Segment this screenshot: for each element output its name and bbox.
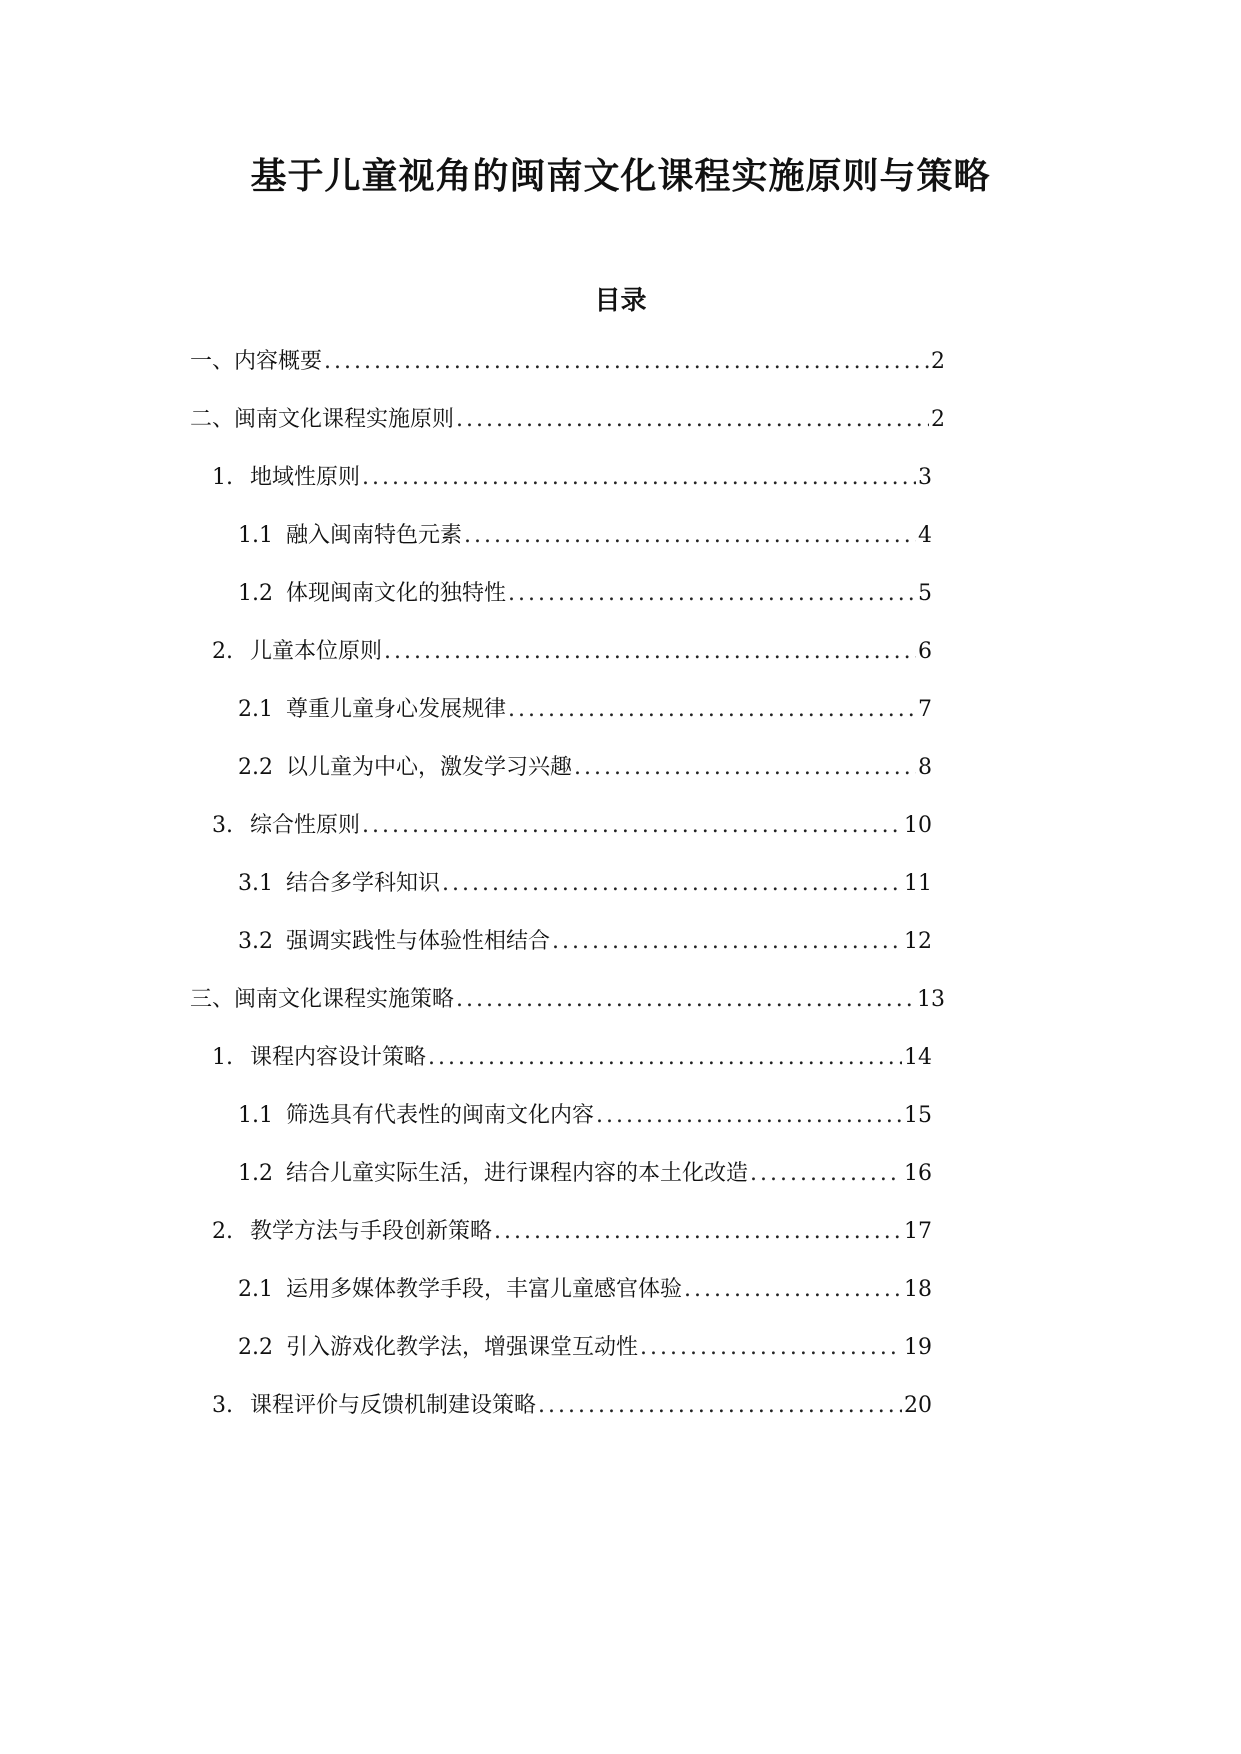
toc-entry-number: 2.2 bbox=[238, 1335, 273, 1360]
toc-entry-page-number: 17 bbox=[904, 1219, 932, 1244]
toc-entry[interactable] bbox=[238, 1331, 932, 1365]
toc-entry-page-number: 4 bbox=[918, 523, 932, 548]
toc-entry-number: 2.1 bbox=[238, 697, 273, 722]
toc-entry-number: 2. bbox=[212, 1219, 233, 1244]
toc-entry-label: 尊重儿童身心发展规律 bbox=[286, 697, 507, 722]
toc-entry[interactable] bbox=[212, 461, 932, 495]
toc-entry-page-number: 16 bbox=[904, 1161, 932, 1186]
toc-entry-number: 1. bbox=[212, 465, 233, 490]
toc-dot-leader bbox=[640, 1331, 902, 1365]
toc-entry-page-number: 15 bbox=[904, 1103, 932, 1128]
toc-entry-label: 课程内容设计策略 bbox=[250, 1045, 427, 1070]
toc-entry-number: 3.1 bbox=[238, 871, 273, 896]
toc-entry[interactable] bbox=[212, 1215, 932, 1249]
toc-entry-page-number: 6 bbox=[918, 639, 932, 664]
toc-entry-label: 融入闽南特色元素 bbox=[286, 523, 463, 548]
toc-entry-page-number: 2 bbox=[931, 349, 945, 374]
toc-dot-leader bbox=[684, 1273, 902, 1307]
toc-entry-label: 以儿童为中心，激发学习兴趣 bbox=[286, 755, 573, 780]
toc-entry-page-number: 5 bbox=[918, 581, 932, 606]
toc-dot-leader bbox=[508, 577, 916, 611]
toc-dot-leader bbox=[508, 693, 916, 727]
toc-dot-leader bbox=[384, 635, 916, 669]
toc-dot-leader bbox=[362, 809, 902, 843]
toc-entry-number: 3. bbox=[212, 1393, 233, 1418]
toc-entry-label: 结合儿童实际生活，进行课程内容的本土化改造 bbox=[286, 1161, 749, 1186]
toc-entry-number: 2. bbox=[212, 639, 233, 664]
toc-dot-leader bbox=[442, 867, 902, 901]
toc-dot-leader bbox=[456, 403, 929, 437]
toc-dot-leader bbox=[324, 345, 929, 379]
toc-heading: 目录 bbox=[594, 286, 647, 316]
toc-dot-leader bbox=[750, 1157, 902, 1191]
toc-entry[interactable] bbox=[238, 867, 932, 901]
toc-entry-label: 结合多学科知识 bbox=[286, 871, 441, 896]
toc-dot-leader bbox=[362, 461, 916, 495]
toc-entry[interactable] bbox=[212, 1389, 932, 1423]
toc-dot-leader bbox=[552, 925, 902, 959]
toc-entry-page-number: 8 bbox=[918, 755, 932, 780]
toc-entry-label: 体现闽南文化的独特性 bbox=[286, 581, 507, 606]
toc-entry-page-number: 3 bbox=[918, 465, 932, 490]
toc-dot-leader bbox=[456, 983, 915, 1017]
toc-entry-page-number: 10 bbox=[904, 813, 932, 838]
toc-entry-label: 课程评价与反馈机制建设策略 bbox=[250, 1393, 537, 1418]
toc-entry-number: 1. bbox=[212, 1045, 233, 1070]
toc-entry-page-number: 20 bbox=[904, 1393, 932, 1418]
toc-entry-page-number: 11 bbox=[904, 871, 932, 896]
toc-entry[interactable] bbox=[190, 345, 945, 379]
toc-entry-label: 综合性原则 bbox=[250, 813, 361, 838]
toc-entry[interactable] bbox=[238, 1157, 932, 1191]
toc-entry[interactable] bbox=[238, 1099, 932, 1133]
toc-dot-leader bbox=[538, 1389, 902, 1423]
toc-entry[interactable] bbox=[212, 635, 932, 669]
toc-entry-label: 运用多媒体教学手段，丰富儿童感官体验 bbox=[286, 1277, 683, 1302]
toc-entry-page-number: 2 bbox=[931, 407, 945, 432]
toc-entry[interactable] bbox=[212, 1041, 932, 1075]
toc-entry-number: 2.2 bbox=[238, 755, 273, 780]
toc-entry-number: 1.1 bbox=[238, 1103, 273, 1128]
toc-entry[interactable] bbox=[238, 519, 932, 553]
toc-entry-page-number: 12 bbox=[904, 929, 932, 954]
toc-dot-leader bbox=[494, 1215, 902, 1249]
toc-entry-label: 二、闽南文化课程实施原则 bbox=[190, 407, 455, 432]
toc-entry-label: 筛选具有代表性的闽南文化内容 bbox=[286, 1103, 595, 1128]
toc-entry[interactable] bbox=[238, 693, 932, 727]
toc-entry-number: 3.2 bbox=[238, 929, 273, 954]
toc-entry[interactable] bbox=[238, 751, 932, 785]
toc-entry-number: 1.2 bbox=[238, 581, 273, 606]
document-title: 基于儿童视角的闽南文化课程实施原则与策略 bbox=[250, 156, 991, 197]
toc-entry[interactable] bbox=[238, 577, 932, 611]
toc-entry-page-number: 14 bbox=[904, 1045, 932, 1070]
toc-dot-leader bbox=[574, 751, 916, 785]
toc-entry-label: 一、内容概要 bbox=[190, 349, 323, 374]
toc-entry[interactable] bbox=[190, 983, 945, 1017]
toc-dot-leader bbox=[596, 1099, 902, 1133]
toc-entry-label: 强调实践性与体验性相结合 bbox=[286, 929, 551, 954]
toc-dot-leader bbox=[464, 519, 916, 553]
toc-entry[interactable] bbox=[190, 403, 945, 437]
toc-entry-page-number: 13 bbox=[917, 987, 945, 1012]
toc-entry-label: 儿童本位原则 bbox=[250, 639, 383, 664]
toc-entry-page-number: 18 bbox=[904, 1277, 932, 1302]
toc-entry-label: 引入游戏化教学法，增强课堂互动性 bbox=[286, 1335, 639, 1360]
toc-entry-label: 教学方法与手段创新策略 bbox=[250, 1219, 493, 1244]
toc-entry-label: 地域性原则 bbox=[250, 465, 361, 490]
toc-entry-number: 2.1 bbox=[238, 1277, 273, 1302]
toc-dot-leader bbox=[428, 1041, 902, 1075]
toc-entry[interactable] bbox=[238, 925, 932, 959]
toc-entry-number: 1.2 bbox=[238, 1161, 273, 1186]
toc-entry-page-number: 7 bbox=[918, 697, 932, 722]
toc-entry-label: 三、闽南文化课程实施策略 bbox=[190, 987, 455, 1012]
toc-entry[interactable] bbox=[238, 1273, 932, 1307]
toc-entry-number: 1.1 bbox=[238, 523, 273, 548]
toc-entry-page-number: 19 bbox=[904, 1335, 932, 1360]
toc-entry-number: 3. bbox=[212, 813, 233, 838]
toc-entry[interactable] bbox=[212, 809, 932, 843]
